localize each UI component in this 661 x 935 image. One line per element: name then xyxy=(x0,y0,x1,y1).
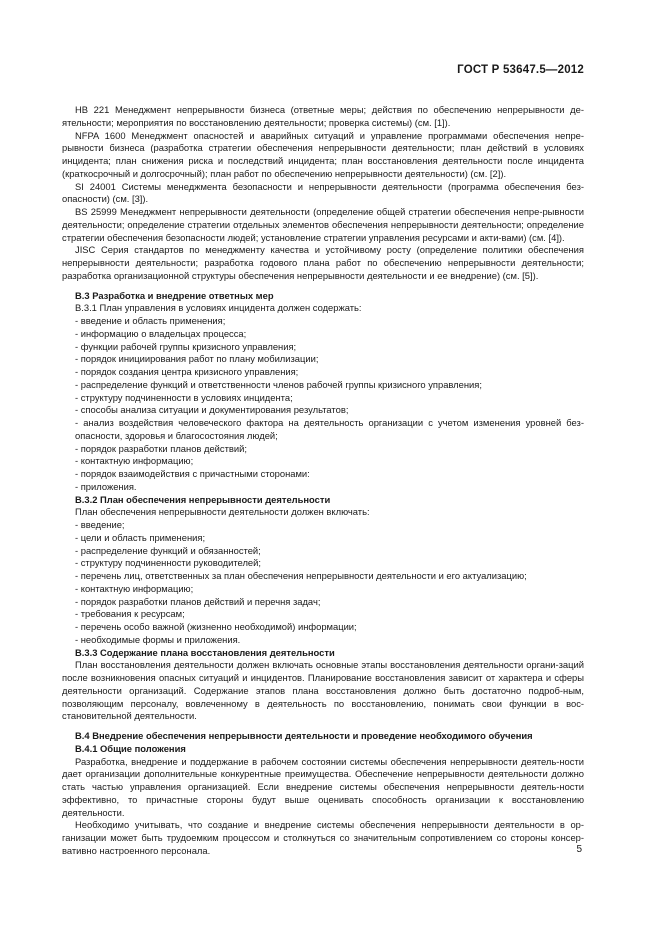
page-content xyxy=(62,104,584,858)
list-item: - перечень лиц, ответственных за план обеспечения непрерывности деятельности и его актуализацию; xyxy=(62,570,584,583)
list-item: - требования к ресурсам; xyxy=(62,608,584,621)
section-b32-heading: B.3.2 План обеспечения непрерывности деятельности xyxy=(75,493,331,505)
list-item: - необходимые формы и приложения. xyxy=(62,634,584,647)
reference-nfpa1600: NFPA 1600 Менеджмент опасностей и аварийных ситуаций и управление программами обеспечения непре-рывности бизнеса (разработка стратегии обеспечения непрерывности деятельности; план действий в условиях инцидента; план снижения риска и последствий инцидента; план восстановления деятельности после инцидента (краткосрочный и долгосрочный); план работ по обеспечению непрерывности деятельности) (см. [2]). xyxy=(62,129,584,179)
list-item: - введение; xyxy=(62,519,584,532)
reference-si24001: SI 24001 Системы менеджмента безопасности и непрерывности деятельности (программа обеспечения без-опасности) (см. [3]). xyxy=(62,180,584,205)
list-item: - функции рабочей группы кризисного управления; xyxy=(62,341,584,354)
section-b32-intro: План обеспечения непрерывности деятельности должен включать: xyxy=(75,506,370,518)
list-item: - анализ воздействия человеческого фактора на деятельность организации с учетом изменения уровней без-опасности, здоровья и благосостояния людей; xyxy=(62,417,584,443)
section-b31-intro: B.3.1 План управления в условиях инцидента должен содержать: xyxy=(75,302,362,314)
list-item: - цели и область применения; xyxy=(62,532,584,545)
list-item: - контактную информацию; xyxy=(62,455,584,468)
list-item: - порядок инициирования работ по плану мобилизации; xyxy=(62,353,584,366)
list-item: - информацию о владельцах процесса; xyxy=(62,328,584,341)
section-b41-heading: B.4.1 Общие положения xyxy=(75,742,186,754)
list-item: - введение и область применения; xyxy=(62,315,584,328)
reference-hb221: HB 221 Менеджмент непрерывности бизнеса (ответные меры; действия по обеспечению непрерывности де-ятельности; мероприятия по восстановлению деятельности; проверка системы) (см. [1]). xyxy=(62,104,584,128)
section-b33-heading: B.3.3 Содержание плана восстановления деятельности xyxy=(75,646,335,658)
incident-plan-list xyxy=(62,315,584,494)
page-number: 5 xyxy=(576,844,582,855)
list-item: - структуру подчиненности руководителей; xyxy=(62,557,584,570)
list-item: - способы анализа ситуации и документирования результатов; xyxy=(62,404,584,417)
section-b41-paragraph-1: Разработка, внедрение и поддержание в рабочем состоянии системы обеспечения непрерывности деятель-ности дает организации дополнительные конкурентные преимущества. Обеспечение непрерывности деятельности должно стать частью управления организацией. Если внедрение системы обеспечения непрерывности деятель-ности эффективно, то причастные стороны будут выше оценивать способность организации к восстановлению деятельности. xyxy=(62,755,584,818)
list-item: - структуру подчиненности в условиях инцидента; xyxy=(62,392,584,405)
list-item: - порядок разработки планов действий; xyxy=(62,443,584,456)
reference-bs25999: BS 25999 Менеджмент непрерывности деятельности (определение общей стратегии обеспечения непре-рывности деятельности; определение стратегии отдельных элементов обеспечения непрерывности деятельности; определение стратегии обеспечения безопасности людей; установление стратегии управления ресурсами и акти-вами) (см. [4]). xyxy=(62,206,584,243)
list-item: - порядок разработки планов действий и перечня задач; xyxy=(62,596,584,609)
list-item: - порядок создания центра кризисного управления; xyxy=(62,366,584,379)
section-b33-text: План восстановления деятельности должен включать основные этапы восстановления деятельности органи-заций после возникновения опасных ситуаций и инцидентов. Планирование восстановления зависит от характера и сферы деятельности организаций. Содержание этапов плана восстановления должно быть достаточно подроб-ным, позволяющим персоналу, вовлеченному в деятельность по восстановлению, понимать свои функции в вос-становительной деятельности. xyxy=(62,659,584,722)
section-b3-heading: B.3 Разработка и внедрение ответных мер xyxy=(75,289,274,301)
section-b41-paragraph-2: Необходимо учитывать, что создание и внедрение системы обеспечения непрерывности деятельности в ор-ганизации может быть трудоемким процессом и столкнуться со значительным сопротивлением со стороны консер-вативно настроенного персонала. xyxy=(62,819,584,856)
list-item: - порядок взаимодействия с причастными сторонами: xyxy=(62,468,584,481)
list-item: - приложения. xyxy=(62,481,584,494)
list-item: - распределение функций и ответственности членов рабочей группы кризисного управления; xyxy=(62,379,584,392)
section-b4-heading: B.4 Внедрение обеспечения непрерывности деятельности и проведение необходимого обучения xyxy=(75,730,533,741)
list-item: - распределение функций и обязанностей; xyxy=(62,545,584,558)
list-item: - контактную информацию; xyxy=(62,583,584,596)
reference-jisc: JISC Серия стандартов по менеджменту качества и устойчивому росту (определение политики обеспечения непрерывности деятельности; разработка годового плана работ по обеспечению непрерывности деятельности; разработка организационной структуры обеспечения непрерывности деятельности и ее внедрение) (см. [5]). xyxy=(62,244,584,281)
continuity-plan-list xyxy=(62,519,584,647)
list-item: - перечень особо важной (жизненно необходимой) информации; xyxy=(62,621,584,634)
document-id-header: ГОСТ Р 53647.5—2012 xyxy=(457,64,584,76)
